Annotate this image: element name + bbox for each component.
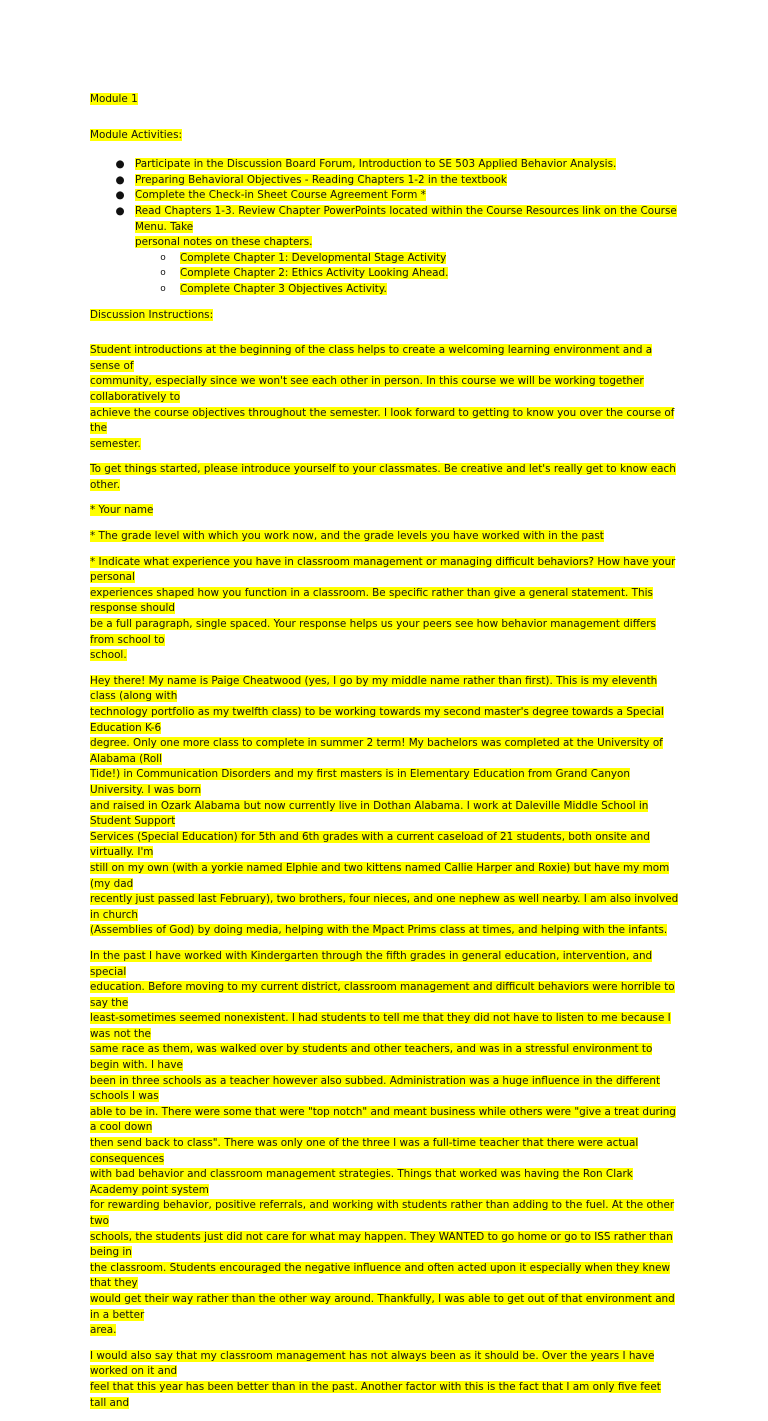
paragraph-classroom-management: I would also say that my classroom management has not always been as it should be. Over the years I have worked on it and feel that this year has been better than in the past. Another factor with this is the fact that I am only five feet tall and [90, 1349, 661, 1409]
paragraph-introduction-response: Hey there! My name is Paige Cheatwood (yes, I go by my middle name rather than first). This is my eleventh class (along with technology portfolio as my twelfth class) to be working towards my second master's degree towards a Special Education K-6 degree. Only one more class to complete in summer 2 term! My bachelors was completed at the University of Alabama (Roll Tide!) in Communication Disorders and my first masters is in Elementary Education from Grand Canyon University. I was born and raised in Ozark Alabama but now currently live in Dothan Alabama. I work at Daleville Middle School in Student Support Services (Special Education) for 5th and 6th grades with a current caseload of 21 students, both onsite and virtually. I'm still on my own (with a yorkie named Elphie and two kittens named Callie Harper and Roxie) but have my mom (my dad recently just passed last February), two brothers, four nieces, and one nephew as well nearby. I am also involved in church (Assemblies of God) by doing media, helping with the Mpact Prims class at times, and helping with the infants. [90, 674, 679, 937]
document-body [90, 92, 680, 1421]
paragraph-get-started: To get things started, please introduce yourself to your classmates. Be creative and let's really get to know each other. [90, 463, 676, 491]
discussion-heading: Discussion Instructions: [90, 308, 214, 321]
paragraph-past-experience: In the past I have worked with Kindergarten through the fifth grades in general education, intervention, and special education. Before moving to my current district, classroom management and difficult behaviors were horrible to say the least-sometimes seemed nonexistent. I had students to tell me that they did not have to listen to me because I was not the same race as them, was walked over by students and other teachers, and was in a stressful environment to begin with. I have been in three schools as a teacher however also subbed. Administration was a huge influence in the different schools I was able to be in. There were some that were "top notch" and meant business while others were "give a treat during a cool down then send back to class". There was only one of the three I was a full-time teacher that there were actual consequences with bad behavior and classroom management strategies. Things that worked was having the Ron Clark Academy point system for rewarding behavior, positive referrals, and working with students rather than adding to the fuel. At the other two schools, the students just did not care for what may happen. They WANTED to go home or go to ISS rather than being in the classroom. Students encouraged the negative influence and often acted upon it especially when they knew that they would get their way rather than the other way around. Thankfully, I was able to get out of that environment and in a better area. [90, 949, 676, 1337]
list-item: o Complete Chapter 2: Ethics Activity Looking Ahead. [160, 267, 449, 280]
activities-heading: Module Activities: [90, 128, 182, 141]
list-item: o Complete Chapter 3 Objectives Activity. [160, 282, 387, 295]
list-item: ● Preparing Behavioral Objectives - Reading Chapters 1-2 in the textbook [115, 173, 507, 186]
list-item: ● Complete the Check-in Sheet Course Agreement Form * [115, 189, 426, 202]
list-item: ● Read Chapters 1-3. Review Chapter PowerPoints located within the Course Resources link on the Course Menu. Take personal notes on these chapters. o Complete Chapter 1: Developmental Stage Activity o Complete Chapter 2: Ethics Activity Looking Ahead. o Complete Chapter 3 Objectives Activity. [90, 204, 680, 298]
item-grade-level: * The grade level with which you work now, and the grade levels you have worked with in the past [90, 530, 604, 543]
activities-list [90, 157, 680, 297]
subactivities-list [135, 251, 680, 298]
module-title: Module 1 [90, 93, 138, 105]
list-item: ● Participate in the Discussion Board Forum, Introduction to SE 503 Applied Behavior Analysis. [115, 158, 617, 171]
paragraph-intro: Student introductions at the beginning of the class helps to create a welcoming learning environment and a sense of community, especially since we won't see each other in person. In this course we will be working together collaboratively to achieve the course objectives throughout the semester. I look forward to getting to know you over the course of the semester. [90, 344, 675, 450]
list-item: o Complete Chapter 1: Developmental Stage Activity [160, 251, 447, 264]
item-your-name: * Your name [90, 504, 154, 517]
paragraph-experience: * Indicate what experience you have in classroom management or managing difficult behaviors? How have your personal experiences shaped how you function in a classroom. Be specific rather than give a general statement. This response should be a full paragraph, single spaced. Your response helps us your peers see how behavior management differs from school to school. [90, 555, 676, 662]
